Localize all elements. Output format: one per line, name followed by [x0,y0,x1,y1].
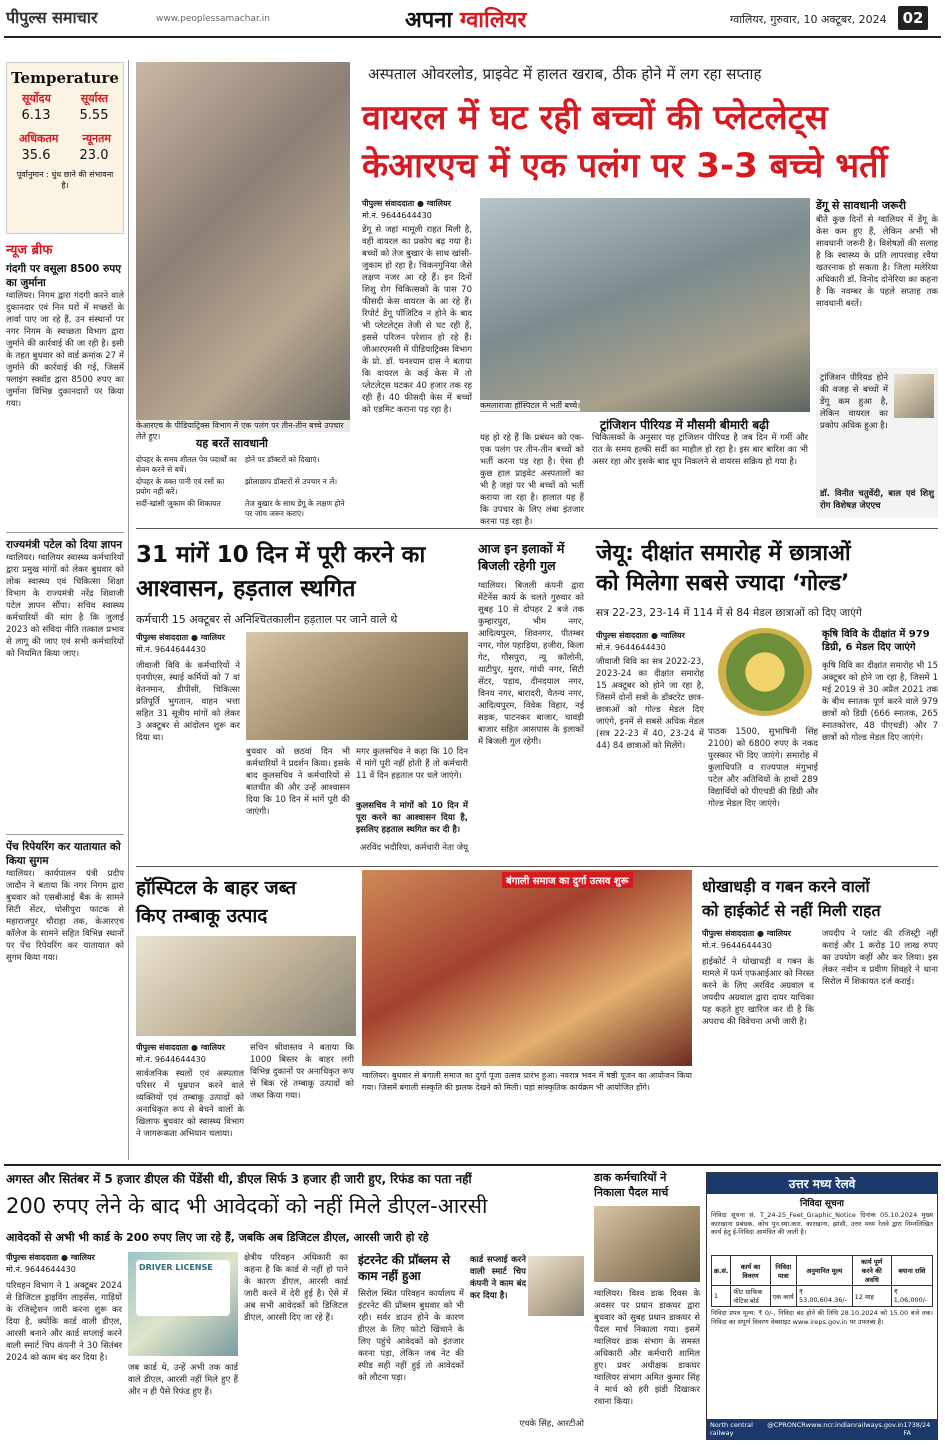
tobacco-title-line1: हॉस्पिटल के बाहर जब्त [136,877,297,899]
brand-url: www.peoplessamachar.in [156,14,270,24]
header-rule [4,36,941,38]
section-rule [136,866,938,867]
ju-title-line1: जेयू: दीक्षांत समारोह में छात्राओं [596,541,851,566]
section-name: ग्वालियर [459,8,527,33]
table-cell: 1 [712,1286,731,1307]
max-temp-value: 35.6 [21,148,51,163]
tobacco-body: सार्वजनिक स्थलों एवं अस्पताल परिसर में धूम्रपान करने वाले व्यक्तियों एवं तम्बाकू उत्पादों को अनाधिकृत रूप से बेचने वालों के खिलाफ बुधवार को स्वास्थ्य विभाग ने जागरूकता अभियान चलाया। [136,1069,244,1139]
university-seal [718,628,812,716]
doctor-name: डॉ. विनीत चतुर्वेदी, बाल एवं शिशु रोग विशेषज्ञ जेएएच [820,489,934,511]
fraud-title-line1: धोखाधड़ी व गबन करने वालों [702,877,870,896]
transition-head: ट्रांजिशन पीरियड में मौसमी बीमारी बढ़ी [600,418,770,432]
issue-date: ग्वालियर, गुरुवार, 10 अक्टूबर, 2024 [730,13,887,26]
postal-body: ग्वालियर। विश्व डाक दिवस के अवसर पर प्रधान डाकघर द्वारा बुधवार को सुबह प्रधान डाकघर से पैदल मार्च निकाला गया। इसमें ग्वालियर डाक संभाग के समस्त अधिकारी और कर्मचारी शामिल हुए। प्रवर अधीक्षक डाकघर ग्वालियर संभाग अमित कुमार सिंह ने मार्च को हरी झंडी दिखाकर रवाना किया। [594,1289,700,1407]
railway-ad [706,1172,938,1440]
railway-table [711,1255,933,1307]
railway-web: www.ncr.indianrailways.gov.in [805,1421,904,1429]
tobacco-photo [136,936,356,1036]
table-cell: एक कार्य [770,1286,796,1307]
precaution-item: दोपहर के वक्त पानी एवं रसों का प्रयोग नहीं करें। [136,477,225,496]
durga-headline: बंगाली समाज का दुर्गा उत्सव शुरू [502,872,633,888]
strike-photo [246,632,468,740]
strike-title-line2: आश्वासन, हड़ताल स्थगित [136,576,356,602]
brief-item [6,840,124,1178]
dl-photo-caption: जब कार्ड थे, उन्हें अभी तक कार्ड वाले डीएल, आरसी नहीं मिले हुए हैं और न ही पैसे रिफंड हुए हैं। [128,1363,238,1397]
agri-box-body: कृषि विवि का दीक्षांत समारोह भी 15 अक्टूबर को होने जा रहा है, जिसमें 1 मई 2019 से 30 अप्रैल 2021 तक के बीच स्नातक पूर्ण करने वाले 979 छात्रों को डिग्री (666 स्नातक, 265 स्नातकोत्तर, 48 पीएचडी) और 7 छात्रों को गोल्ड मेडल दिए जाएंगे। [822,661,938,743]
dl-phone: मो.नं. 9644644430 [6,1265,76,1274]
dl-photo [128,1252,238,1356]
railway-code: 1738/24 FA [903,1421,931,1437]
dl-title: 200 रुपए लेने के बाद भी आवेदकों को नहीं मिले डीएल-आरसी [6,1194,488,1218]
brief-title: पेंच रिपेयरिंग कर यातायात को किया सुगम [6,841,121,867]
dl-deck: आवेदकों से अभी भी कार्ड के 200 रुपए लिए जा रहे हैं, जबकि अब डिजिटल डीएल, आरसी जारी हो रहे [6,1231,429,1244]
ju-deck: सत्र 22-23, 23-14 में 114 में से 84 मेडल छात्राओं को दिए जाएंगे [596,607,862,619]
brief-divider [6,532,124,533]
doctor-photo [894,374,934,418]
tobacco-title-line2: किए तम्बाकू उत्पाद [136,905,268,927]
precaution-item: झोलाछाप डॉक्टरों से उपचार न लें। [245,477,338,486]
ju-byline: पीपुल्स संवाददाता ● ग्वालियर [596,631,685,640]
weather-forecast: पूर्वानुमान : धुंध छाने की संभावना है। [16,170,114,190]
precautions-box [136,436,350,522]
ju-body: जीवाजी विवि का सत्र 2022-23, 2023-24 का दीक्षांत समारोह 15 अक्टूबर को होने जा रहा है, जिसमें दोनों सत्रों के डॉक्टरेट छात्र-छात्राओं को गोल्ड मेडल दिए जाएंगे, इनमें से सबसे अधिक मेडल (सत्र 22-23 में 40, 23-24 में 44) 84 छात्राओं को मिलेंगे। [596,657,704,751]
brief-item [6,262,124,530]
railway-subtitle: निविदा सूचना [799,1199,845,1209]
precaution-item: सर्दी-खांसी जुकाम की शिकायत [136,499,221,508]
tobacco-phone: मो.नं. 9644644430 [136,1055,206,1064]
brief-title: राज्यमंत्री पटेल को दिया ज्ञापन [6,539,123,551]
brief-title: गंदगी पर वसूला 8500 रुपए का जुर्माना [6,263,122,289]
lead-kicker: अस्पताल ओवरलोड, प्राइवेट में हालत खराब, ठीक होने में लग रहा सप्ताह [368,65,762,83]
lead-byline: पीपुल्स संवाददाता ● ग्वालियर [362,199,451,208]
news-brief-label: न्यूज ब्रीफ [6,243,53,258]
section-rule [136,528,938,529]
lead-photo2-caption: कमलाराजा हॉस्पिटल में भर्ती बच्चे। [480,401,581,410]
strike-body-3: मगर कुलसचिव ने कहा कि 10 दिन में मांगें पूरी नहीं होती हैं तो कर्मचारी 11 वें दिन हड़ताल पर चले जाएंगे। [356,747,468,781]
table-header: कार्य पूर्ण करने की अवधि [852,1256,891,1286]
strike-body: जीवाजी विवि के कर्मचारियों ने एनपीएस, स्थाई कर्मियों को 7 वां वेतनमान, डीपीसी, चिकित्सा प्रतिपूर्ति भुगतान, वाहन भत्ता सहित 31 सूत्रीय मांगों को लेकर 3 अक्टूबर से आंदोलन शुरू कर दिया था। [136,661,240,743]
lead-photo-caption: केआरएच के पीडियाट्रिक्स विभाग में एक पलंग पर तीन-तीन बच्चे उपचार लेते हुए। [136,420,350,442]
fraud-title-line2: को हाईकोर्ट से नहीं मिली राहत [702,901,881,920]
table-header: निविदा मात्रा [770,1256,796,1286]
internet-body: सिरोल स्थित परिवहन कार्यालय में इंटरनेट की प्रॉब्लम बुधवार को भी रही। सर्वर डाउन होने के कारण डीएल के लिए फोटो खिंचाने के लिए पहुंचे आवेदकों को इंतजार करना पड़ा, लेकिन जब नेट की स्पीड सही नहीं हुई तो आवेदकों को लौटना पड़ा। [358,1289,464,1383]
strike-phone: मो.नं. 9644644430 [136,645,206,654]
power-title: आज इन इलाकों में बिजली रहेगी गुल [478,541,565,573]
lead-phone: मो.नं. 9644644430 [362,211,432,220]
table-cell: ₹ 53,00,604.36/- [797,1286,853,1307]
section-prefix: अपना [405,8,453,33]
brief-body: ग्वालियर। निगम द्वारा गंदगी करने वाले दुकानदार एवं निन घरों में मच्छरों के लार्वा पाए जा रहे हैं, उन संस्थानों पर नगर निगम के स्वच्छता विभाग द्वारा जुर्माने की कार्रवाई की जा रही है। इसी के तहत बुधवार को वार्ड क्रमांक 27 में जुर्माने की कार्रवाई की गई, जिसमें फ्लाइंग स्क्वॉड द्वारा 8500 रुपए का जुर्माना विभिन्न दुकानदारों पर किया गया। [6,291,124,409]
table-header: कार्य का विवरण [731,1256,770,1286]
sunrise-value: 6.13 [21,108,51,123]
table-header: क्र.सं. [712,1256,731,1286]
weather-title: Temperature [11,69,119,87]
table-cell: 12 माह [852,1286,891,1307]
brief-body: ग्वालियर। कार्यपालन यंत्री प्रदीप जादौन ने बताया कि नगर निगम द्वारा बुधवार को एसबीआई बैंक के सामने सिटी सेंटर, घोसीपुरा फाटक से महाराजपुर चौराहा तक, केआरएच कॉलेज के सामने सहित विभिन्न स्थानों पर पेंच रिपेयरिंग कर यातायात को सुगम किया गया। [6,869,124,963]
min-temp-value: 23.0 [79,148,109,163]
table-row [712,1286,933,1307]
dl-body-2: क्षेत्रीय परिवहन अधिकारी का कहना है कि कार्ड से नहीं हो पाने के कारण डीएल, आरसी कार्ड जारी करने में देरी हुई है। ऐसे में अब सभी आवेदकों को डिजिटल डीएल, आरसी दिए जा रहे हैं। [244,1253,348,1323]
precautions-title: यह बरतें सावधानी [196,437,268,450]
sunset-label: सूर्यास्त [80,92,109,105]
fraud-phone: मो.नं. 9644644430 [702,941,772,950]
lead-title-line1: वायरल में घट रही बच्चों की प्लेटलेट्स [362,98,828,138]
dengue-body: बीते कुछ दिनों से ग्वालियर में डेंगू के केस कम हुए हैं, लेकिन अभी भी सावधानी जरूरी है। विशेषज्ञों की सलाह है कि स्वास्थ्य के प्रति लापरवाह रवैया खतरनाक हो सकता है। जिला मलेरिया अधिकारी डॉ. विनोद दोनेरिया का कहना है कि नवम्बर के पहले सप्ताह तक सावधानी बरतें। [816,215,938,309]
lead-photo [136,62,350,432]
table-cell: फीट ग्राफिक नोटिस बोर्ड [731,1286,770,1307]
internet-title: इंटरनेट की प्रॉब्लम से काम नहीं हुआ [358,1253,450,1283]
doctor-quote: ट्रांजिशन पीरियड होने की वजह से बच्चों में डेंगू कम हुआ है, लेकिन वायरल का प्रकोप अधिक हुआ है। [820,373,888,431]
table-header: अनुमानित मूल्य [797,1256,853,1286]
railway-social-bar [707,1419,937,1439]
strike-byline: पीपुल्स संवाददाता ● ग्वालियर [136,633,225,642]
fraud-body: हाईकोर्ट ने धोखाधड़ी व गबन के मामले में फर्म एफआईआर को निरस्त करने के लिए अरविंद अग्रवाल व जयदीप अग्रवाल द्वारा दायर याचिका यह कहते हुए खारिज कर दी है कि अपराध की विवेचना अभी जारी है। [702,957,814,1027]
railway-title: उत्तर मध्य रेलवे [707,1173,937,1194]
precaution-item: होने पर डॉक्टरों को दिखाएं। [245,455,320,464]
railway-footer: निविदा प्रपत्र मूल्य: ₹ 0/-, निविदा बंद होने की तिथि 28.10.2024 को 15.00 बजे तक। निविदा का संपूर्ण विवरण वेबसाइट www.ireps.gov.in पर उपलब्ध है। [711,1309,933,1326]
sunrise-label: सूर्योदय [21,92,51,105]
brief-divider [6,834,124,835]
min-temp-label: न्यूनतम [82,132,111,145]
lead-photo-2 [480,198,810,412]
page-number: 02 [898,6,928,30]
tobacco-body-2: सचिन श्रीवास्तव ने बताया कि 1000 बिस्तर के बाहर लगी विभिन्न दुकानों पर अनाधिकृत रूप से बिक रहे तम्बाकू उत्पादों को जब्त किया गया। [250,1043,354,1101]
internet-quote-by: एचके सिंह, आरटीओ [519,1419,584,1429]
table-header: बयाना राशि [891,1256,932,1286]
brief-item [6,538,124,820]
brand-logo: पीपुल्स समाचार [6,8,98,27]
strike-quote: कुलसचिव ने मांगों को 10 दिन में पूरा करने का आश्वासन दिया है, इसलिए हड़ताल स्थगित कर दी है। [356,801,468,835]
max-temp-label: अधिकतम [19,132,59,145]
brief-body: ग्वालियर। ग्वालियर स्वास्थ्य कर्मचारियों द्वारा प्रमुख मांगों को लेकर बुधवार को लोक स्वास्थ्य एवं चिकित्सा शिक्षा विभाग के राज्यमंत्री नरेंद्र शिवाजी पटेल ज्ञापन सौंपा। सचिव स्वास्थ्य कर्मचारियों की मांग है कि जुलाई 2023 को संविदा नीति तत्काल प्रभाव से लागू की जाए एवं सभी कर्मचारियों को नियमित किया जाए। [6,553,124,659]
fraud-body-2: जयदीप ने प्लांट की रजिस्ट्री नहीं कराई और 1 करोड़ 10 लाख रुपए का उपयोग कहीं और कर लिया। इस लेकर नवीन व प्रवीण शिवहरे ने थाना सिरोल में शिकायत दर्ज कराई। [822,929,938,987]
strike-quote-by: अरविंद भदौरिया, कर्मचारी नेता जेयू [359,843,468,853]
railway-social: @CPRONCR [767,1421,806,1429]
postal-title: डाक कर्मचारियों ने निकाला पैदल मार्च [594,1171,669,1199]
table-cell: ₹ 1,06,000/- [891,1286,932,1307]
rto-photo [528,1256,584,1316]
dl-byline: पीपुल्स संवाददाता ● ग्वालियर [6,1253,95,1262]
weather-box [6,62,124,234]
postal-photo [594,1206,700,1282]
dengue-head: डेंगू से सावधानी जरूरी [816,199,907,212]
lead-title-line2: केआरएच में एक पलंग पर 3-3 बच्चे भर्ती [362,146,888,186]
strike-deck: कर्मचारी 15 अक्टूबर से अनिश्चितकालीन हड़ताल पर जाने वाले थे [136,613,398,626]
sunset-value: 5.55 [79,108,109,123]
lead-body: डेंगू से जहां मामूली राहत मिली है, वहीं वायरल का प्रकोप बढ़ गया है। बच्चों को तेज बुखार के साथ खांसी-जुकाम हो रहा है। चिकनगुनिया जैसे लक्षण नजर आ रहे हैं। इन दिनों शिशु रोग चिकित्सकों के पास 70 फीसदी केस वायरल के आ रहे हैं। रिपोर्ट डेंगू पॉजिटिव न होने के बाद भी प्लेटलेट्स तेजी से घट रही हैं, इससे परिजन परेशान हो रहे हैं। जीआरएमसी में पीडियाट्रिक्स विभाग के प्रो. डॉ. घनश्याम दास ने बताया कि वायरल के कई केस में तो प्लेटलेट्स घटकर 40 हजार तक रह रही हैं। 40 फीसदी केस में बच्चों को एडमिट कराना पड़ रहा है। [362,225,472,415]
precaution-item: तेज बुखार के साथ डेंगू के लक्षण होने पर जांच जरूर कराएं। [245,499,345,518]
lead-body-2: यह हो रहे हैं कि प्रबंधन को एक-एक पलंग पर तीन-तीन बच्चों को भर्ती करना पड़ रहा है। ऐसा ही कुछ हाल प्राइवेट अस्पतालों का भी है जहां पर भी बच्चों को भर्ती कराया जा रहा है। हालात यह हैं कि उपचार के लिए लंबा इंतजार करना पड़ रहा है। [480,433,584,527]
dl-body: परिवहन विभाग ने 1 अक्टूबर 2024 से डिजिटल ड्राइविंग लाइसेंस, गाड़ियों के रजिस्ट्रेशन जारी करना शुरू कर दिया है, क्योंकि कार्ड वाली डीएल, आरसी बनाने और कार्ड सप्लाई करने वाली स्मार्ट चिप कंपनी ने 30 सितंबर 2024 को काम बंद कर दिया है। [6,1281,122,1363]
doctor-quote-box [816,368,938,518]
column-divider [128,60,129,1160]
railway-notice: निविदा सूचना सं. T_24-25_Feet_Graphic_Notice दिनांक 05.10.2024 मुख्य कारखाना प्रबंधक, कोच पुन.स्था.कार. कारखाना, झांसी, उत्तर मध्य रेलवे द्वारा निम्नलिखित कार्य हेतु ई-निविदा आमंत्रित की जाती है। [711,1211,933,1236]
durga-photo [362,870,692,1066]
section-rule [4,1164,941,1166]
power-body: ग्वालियर। बिजली कंपनी द्वारा मेंटेनेंस कार्य के चलते गुरुवार को सुबह 10 से दोपहर 2 बजे तक कुम्हारपुरा, भीम नगर, आदित्यपुरम, शिवनगर, पीतम्बर नगर, गोल पहाड़िया, हजीरा, किला गेट, गौसपुरा, न्यू कॉलोनी, थाटीपुर, मुरार, गांधी नगर, सिटी सेंटर, पड़ाव, दीनदयाल नगर, विनय नगर, बारादरी, चैतन्य नगर, आदित्यपुरम, विवेक विहार, नई सड़क, पाटनकर बाजार, चावड़ी बाजार सहित आसपास के इलाकों में बिजली गुल रहेगी। [478,581,584,747]
strike-body-2: बुधवार को छठवां दिन भी कर्मचारियों ने प्रदर्शन किया। इसके बाद कुलसचिव ने कर्मचारियों से बातचीत की और उन्हें आश्वासन दिया कि 10 दिन में मांगें पूरी की जाएंगी। [246,747,350,817]
precaution-item: दोपहर के समय शीतल पेय पदार्थों का सेवन करने से बचें। [136,455,237,474]
ju-title-line2: को मिलेगा सबसे ज्यादा ‘गोल्ड’ [596,571,850,596]
dl-kicker: अगस्त और सितंबर में 5 हजार डीएल की पेंडेंसी थी, डीएल सिर्फ 3 हजार ही जारी हुए, रिफंड का पता नहीं [6,1172,472,1186]
railway-handle: North central railway [710,1421,753,1437]
internet-quote: कार्ड सप्लाई करने वाली स्मार्ट चिप कंपनी ने काम बंद कर दिया है। [470,1255,526,1301]
driver-license-card: DRIVER LICENSE [136,1260,230,1316]
ju-body-2: पाठक 1500, सुभाषिनी सिंह 2100) को 6800 रुपए के नकद पुरस्कार भी दिए जाएंगे। समारोह में कुलाधिपति व राज्यपाल मंगुभाई पटेल और अतिथियों के हाथों 289 विद्यार्थियों को पीएचडी की डिग्री और गोल्ड मेडल दिए जाएंगे। [708,727,819,809]
durga-caption: ग्वालियर। बुधवार से बंगाली समाज का दुर्गा पूजा उत्सव प्रारंभ हुआ। नवरात्र भवन में षष्ठी पूजन का आयोजन किया गया। जिसमें बंगाली संस्कृति की झलक देखने को मिली। यहां सांस्कृतिक कार्यक्रम भी आयोजित होंगे। [362,1071,692,1092]
transition-body: चिकित्सकों के अनुसार यह ट्रांजिशन पीरियड है जब दिन में गर्मी और रात के समय हल्की सर्दी का माहौल हो रहा है। इस बार बारिश का भी असर रहा और इसके बाद धूप निकलने से वायरस सक्रिय हो गया है। [592,433,808,467]
section-title [405,4,526,34]
agri-box-head: कृषि विवि के दीक्षांत में 979 डिग्री, 6 मेडल दिए जाएंगे [822,629,930,653]
fraud-byline: पीपुल्स संवाददाता ● ग्वालियर [702,929,791,938]
ju-phone: मो.नं. 9644644430 [596,643,666,652]
strike-title-line1: 31 मांगें 10 दिन में पूरी करने का [136,542,426,568]
tobacco-byline: पीपुल्स संवाददाता ● ग्वालियर [136,1043,225,1052]
